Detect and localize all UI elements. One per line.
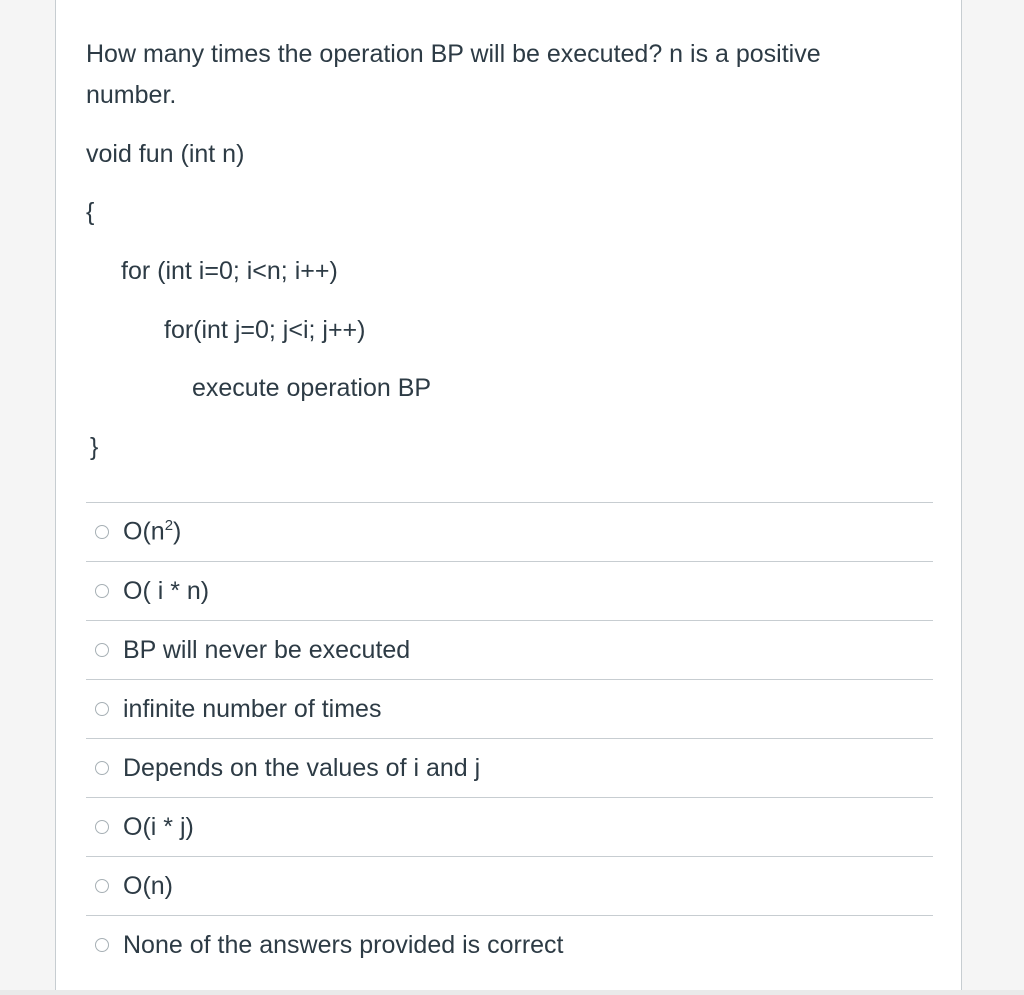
radio-button[interactable] [95,702,109,716]
code-close-brace: } [90,433,99,461]
answer-list [86,502,933,974]
answer-option[interactable] [86,679,933,738]
radio-button[interactable] [95,643,109,657]
radio-button[interactable] [95,761,109,775]
answer-label: O( i * n) [123,576,210,605]
answer-option[interactable] [86,620,933,679]
code-signature: void fun (int n) [86,140,245,168]
answer-option[interactable] [86,561,933,620]
answer-label: infinite number of times [123,694,382,723]
answer-option[interactable] [86,915,933,974]
answer-label: None of the answers provided is correct [123,930,564,959]
radio-button[interactable] [95,879,109,893]
radio-button[interactable] [95,584,109,598]
radio-button[interactable] [95,938,109,952]
code-inner-loop: for(int j=0; j<i; j++) [164,316,366,344]
question-card [55,0,962,995]
answer-label: BP will never be executed [123,635,411,664]
bottom-bar [0,990,1024,995]
code-body: execute operation BP [192,374,432,402]
answer-label: O(n) [123,871,173,900]
answer-option[interactable] [86,856,933,915]
radio-button[interactable] [95,820,109,834]
answer-option[interactable] [86,502,933,561]
code-outer-loop: for (int i=0; i<n; i++) [121,257,338,285]
code-open-brace: { [86,198,95,226]
answer-label: $O(n^2)$ [123,517,182,546]
answer-option[interactable] [86,797,933,856]
answer-option[interactable] [86,738,933,797]
answer-label: Depends on the values of i and j [123,753,481,782]
answer-label: O(i * j) [123,812,194,841]
radio-button[interactable] [95,525,109,539]
question-text: How many times the operation BP will be executed? n is a positive number. [86,40,821,109]
